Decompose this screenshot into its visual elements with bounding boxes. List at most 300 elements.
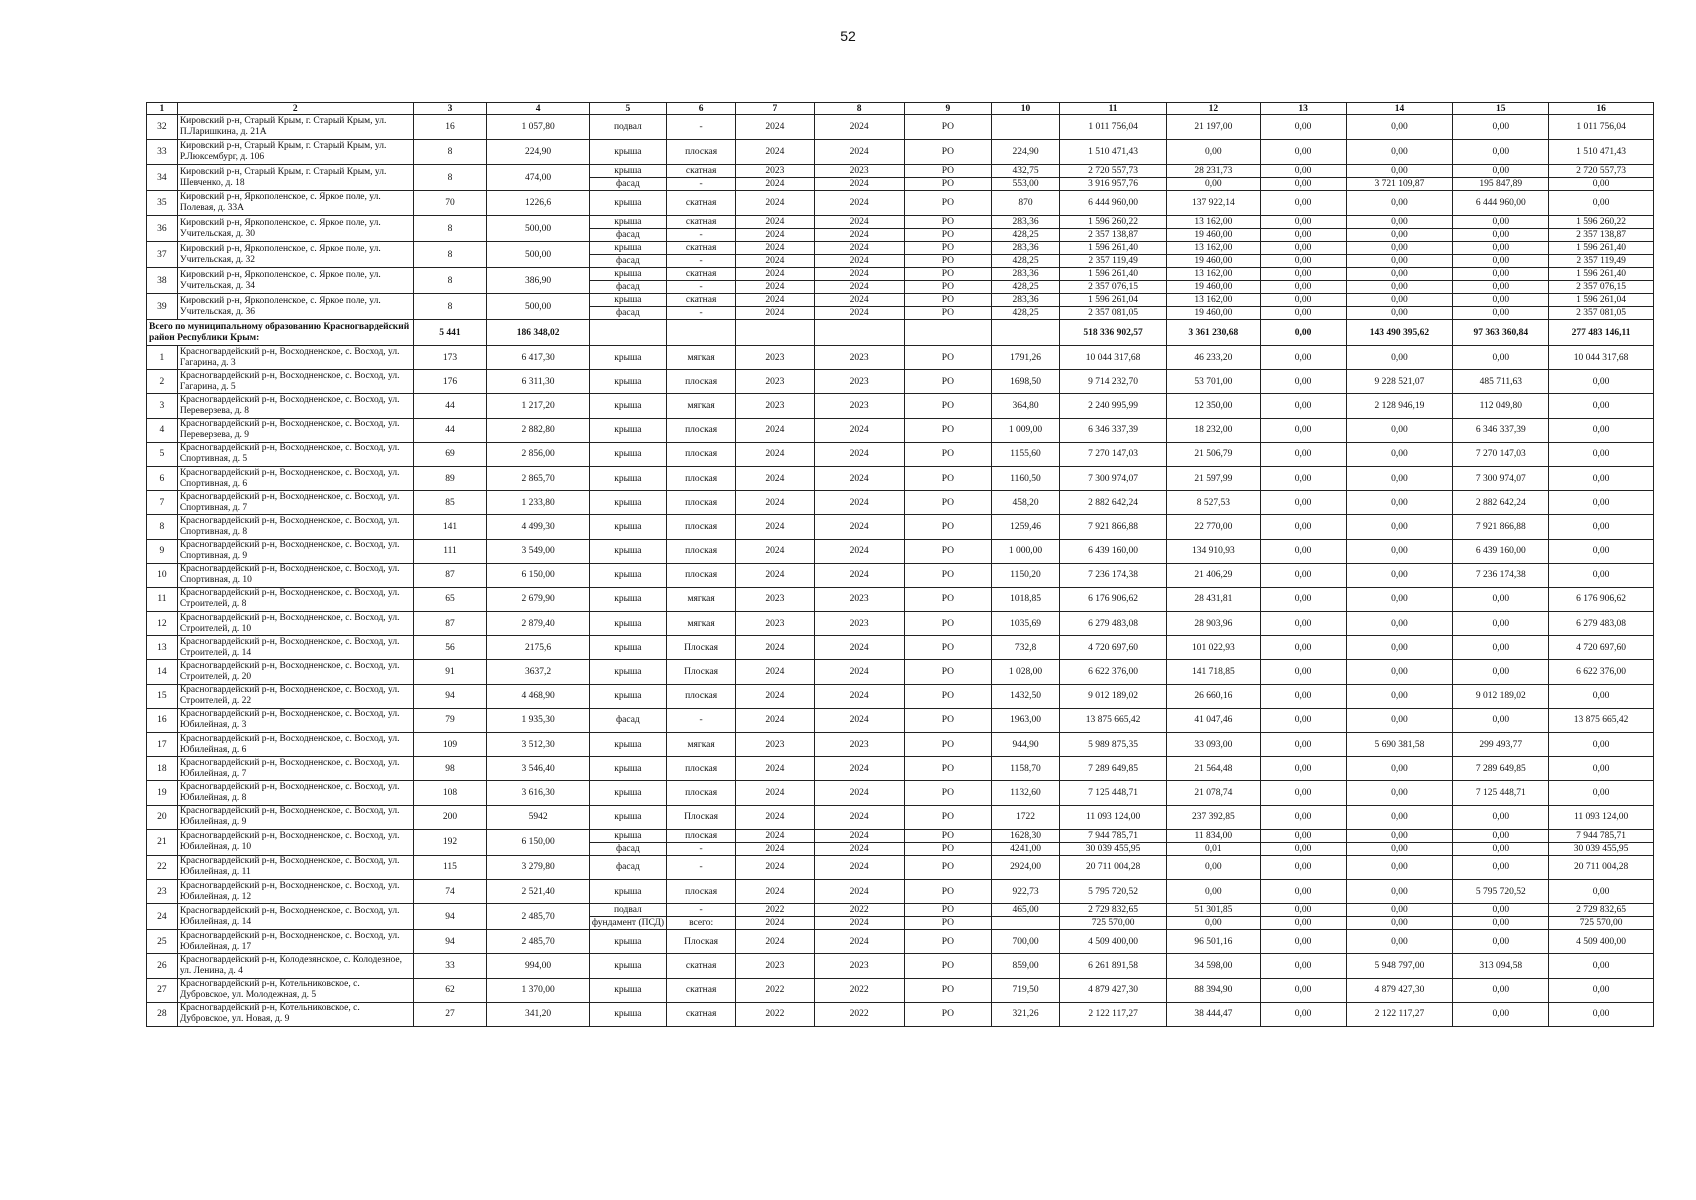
value-cell: 7 300 974,07 <box>1060 466 1167 490</box>
apartments-cell: 192 <box>413 829 487 855</box>
value-cell: плоская <box>666 466 735 490</box>
apartments-cell: 56 <box>413 636 487 660</box>
value-cell: 0,00 <box>1260 515 1346 539</box>
value-cell: 0,00 <box>1453 612 1549 636</box>
column-number: 4 <box>487 103 589 115</box>
value-cell: РО <box>904 636 991 660</box>
value-cell: 237 392,85 <box>1167 805 1261 829</box>
table-row <box>147 684 1654 708</box>
value-cell: 0,00 <box>1260 879 1346 903</box>
table-row <box>147 418 1654 442</box>
area-cell: 1 935,30 <box>487 708 589 732</box>
value-cell: 7 300 974,07 <box>1453 466 1549 490</box>
value-cell: 0,00 <box>1260 855 1346 879</box>
value-cell: 1150,20 <box>991 563 1059 587</box>
value-cell: 0,00 <box>1346 879 1453 903</box>
value-cell: 0,00 <box>1260 829 1346 842</box>
value-cell: 2 357 138,87 <box>1060 229 1167 242</box>
value-cell: 2024 <box>736 178 814 191</box>
total-c15: 97 363 360,84 <box>1453 320 1549 346</box>
row-number: 7 <box>147 491 178 515</box>
address-cell: Красногвардейский р-н, Восходненское, с. Восход, ул. Юбилейная, д. 3 <box>177 708 413 732</box>
row-number: 20 <box>147 805 178 829</box>
value-cell: крыша <box>589 418 666 442</box>
value-cell: РО <box>904 684 991 708</box>
row-number: 9 <box>147 539 178 563</box>
value-cell: 2024 <box>814 660 904 684</box>
value-cell: 0,00 <box>1260 491 1346 515</box>
table-row <box>147 829 1654 842</box>
value-cell: 1 596 260,22 <box>1060 216 1167 229</box>
total-c13: 0,00 <box>1260 320 1346 346</box>
value-cell: 0,00 <box>1346 515 1453 539</box>
value-cell: крыша <box>589 370 666 394</box>
value-cell: 2024 <box>736 805 814 829</box>
value-cell: 732,8 <box>991 636 1059 660</box>
column-number: 9 <box>904 103 991 115</box>
value-cell: 21 197,00 <box>1167 115 1261 140</box>
value-cell: крыша <box>589 491 666 515</box>
value-cell: 0,00 <box>1453 346 1549 370</box>
value-cell: 0,00 <box>1549 954 1654 978</box>
value-cell: 2024 <box>814 636 904 660</box>
value-cell: 2924,00 <box>991 855 1059 879</box>
value-cell: 7 270 147,03 <box>1060 442 1167 466</box>
value-cell: 0,00 <box>1549 563 1654 587</box>
area-cell: 2 485,70 <box>487 904 589 930</box>
value-cell: 0,00 <box>1260 805 1346 829</box>
value-cell: 0,00 <box>1549 515 1654 539</box>
value-cell: 0,00 <box>1346 346 1453 370</box>
value-cell: РО <box>904 115 991 140</box>
value-cell: плоская <box>666 418 735 442</box>
column-number: 10 <box>991 103 1059 115</box>
value-cell: 0,00 <box>1549 684 1654 708</box>
value-cell: 0,00 <box>1453 140 1549 165</box>
value-cell: 0,00 <box>1453 708 1549 732</box>
column-number: 8 <box>814 103 904 115</box>
value-cell: 6 176 906,62 <box>1549 587 1654 611</box>
value-cell: 10 044 317,68 <box>1549 346 1654 370</box>
value-cell: 7 270 147,03 <box>1453 442 1549 466</box>
value-cell: 2022 <box>736 1002 814 1026</box>
apartments-cell: 8 <box>413 242 487 268</box>
value-cell: Плоская <box>666 805 735 829</box>
value-cell: 428,25 <box>991 281 1059 294</box>
value-cell: крыша <box>589 539 666 563</box>
area-cell: 3 546,40 <box>487 757 589 781</box>
value-cell: 2 720 557,73 <box>1549 165 1654 178</box>
value-cell: 1 000,00 <box>991 539 1059 563</box>
value-cell: крыша <box>589 268 666 281</box>
value-cell: 2024 <box>736 636 814 660</box>
value-cell: 0,00 <box>1260 140 1346 165</box>
table-row <box>147 539 1654 563</box>
value-cell: 2024 <box>814 294 904 307</box>
value-cell: 0,00 <box>1260 563 1346 587</box>
value-cell: - <box>666 115 735 140</box>
address-cell: Кировский р-н, Старый Крым, г. Старый Крым, ул. П.Ларишкина, д. 21А <box>177 115 413 140</box>
value-cell: РО <box>904 930 991 954</box>
value-cell: 0,00 <box>1549 178 1654 191</box>
value-cell: 6 439 160,00 <box>1453 539 1549 563</box>
value-cell: РО <box>904 165 991 178</box>
value-cell: 0,00 <box>1346 165 1453 178</box>
value-cell: 2023 <box>814 394 904 418</box>
value-cell: 1 510 471,43 <box>1060 140 1167 165</box>
total-row <box>147 320 1654 346</box>
value-cell: 2024 <box>814 563 904 587</box>
value-cell: скатная <box>666 242 735 255</box>
address-cell: Красногвардейский р-н, Восходненское, с. Восход, ул. Юбилейная, д. 10 <box>177 829 413 855</box>
value-cell: 2023 <box>736 370 814 394</box>
value-cell: фасад <box>589 229 666 242</box>
total-empty <box>904 320 991 346</box>
value-cell: РО <box>904 904 991 917</box>
table-row <box>147 466 1654 490</box>
value-cell: 20 711 004,28 <box>1549 855 1654 879</box>
table-row <box>147 954 1654 978</box>
row-number: 13 <box>147 636 178 660</box>
value-cell: 1018,85 <box>991 587 1059 611</box>
table-row <box>147 757 1654 781</box>
value-cell: 0,00 <box>1346 829 1453 842</box>
value-cell: 2024 <box>736 842 814 855</box>
value-cell: 21 406,29 <box>1167 563 1261 587</box>
column-number: 1 <box>147 103 178 115</box>
row-number: 8 <box>147 515 178 539</box>
value-cell: 0,00 <box>1346 805 1453 829</box>
value-cell: 2024 <box>814 539 904 563</box>
value-cell: 2024 <box>814 930 904 954</box>
address-cell: Красногвардейский р-н, Колодезянское, с. Колодезное, ул. Ленина, д. 4 <box>177 954 413 978</box>
value-cell: 0,00 <box>1260 255 1346 268</box>
value-cell: крыша <box>589 930 666 954</box>
value-cell: 428,25 <box>991 307 1059 320</box>
value-cell: 2024 <box>736 140 814 165</box>
value-cell: 6 346 337,39 <box>1060 418 1167 442</box>
value-cell: 299 493,77 <box>1453 733 1549 757</box>
value-cell: 0,00 <box>1346 229 1453 242</box>
value-cell: 19 460,00 <box>1167 255 1261 268</box>
total-c11: 518 336 902,57 <box>1060 320 1167 346</box>
value-cell: всего: <box>666 917 735 930</box>
value-cell: 2024 <box>814 268 904 281</box>
value-cell: 2023 <box>736 394 814 418</box>
address-cell: Красногвардейский р-н, Восходненское, с. Восход, ул. Юбилейная, д. 12 <box>177 879 413 903</box>
value-cell: 2024 <box>736 255 814 268</box>
value-cell: 1 596 261,04 <box>1549 294 1654 307</box>
value-cell: 1 028,00 <box>991 660 1059 684</box>
value-cell: 2024 <box>736 708 814 732</box>
value-cell: 321,26 <box>991 1002 1059 1026</box>
value-cell: 2024 <box>814 307 904 320</box>
value-cell: 5 989 875,35 <box>1060 733 1167 757</box>
value-cell: крыша <box>589 636 666 660</box>
value-cell: - <box>666 229 735 242</box>
value-cell: 7 944 785,71 <box>1549 829 1654 842</box>
value-cell: 30 039 455,95 <box>1549 842 1654 855</box>
table-row <box>147 115 1654 140</box>
value-cell: 28 431,81 <box>1167 587 1261 611</box>
value-cell: 2024 <box>814 466 904 490</box>
table-row <box>147 587 1654 611</box>
value-cell: 7 289 649,85 <box>1453 757 1549 781</box>
address-cell: Красногвардейский р-н, Восходненское, с. Восход, ул. Строителей, д. 14 <box>177 636 413 660</box>
value-cell: 2024 <box>814 442 904 466</box>
value-cell: - <box>666 708 735 732</box>
value-cell: 0,00 <box>1260 216 1346 229</box>
value-cell: 0,00 <box>1549 442 1654 466</box>
value-cell: 1963,00 <box>991 708 1059 732</box>
value-cell: 0,00 <box>1260 268 1346 281</box>
value-cell: 2024 <box>736 442 814 466</box>
value-cell: скатная <box>666 294 735 307</box>
value-cell: фасад <box>589 307 666 320</box>
address-cell: Красногвардейский р-н, Восходненское, с. Восход, ул. Спортивная, д. 9 <box>177 539 413 563</box>
address-cell: Красногвардейский р-н, Восходненское, с. Восход, ул. Спортивная, д. 6 <box>177 466 413 490</box>
value-cell: 0,00 <box>1260 904 1346 917</box>
apartments-cell: 8 <box>413 140 487 165</box>
row-number: 17 <box>147 733 178 757</box>
value-cell: 0,00 <box>1453 829 1549 842</box>
value-cell: - <box>666 904 735 917</box>
value-cell: 0,00 <box>1346 491 1453 515</box>
value-cell: 2022 <box>814 904 904 917</box>
value-cell: 2023 <box>736 733 814 757</box>
area-cell: 994,00 <box>487 954 589 978</box>
value-cell: 0,00 <box>1453 307 1549 320</box>
value-cell: 19 460,00 <box>1167 281 1261 294</box>
value-cell: РО <box>904 242 991 255</box>
row-number: 16 <box>147 708 178 732</box>
value-cell: 9 012 189,02 <box>1060 684 1167 708</box>
apartments-cell: 62 <box>413 978 487 1002</box>
value-cell: 4241,00 <box>991 842 1059 855</box>
row-number: 34 <box>147 165 178 191</box>
address-cell: Красногвардейский р-н, Восходненское, с. Восход, ул. Переверзева, д. 8 <box>177 394 413 418</box>
area-cell: 500,00 <box>487 242 589 268</box>
total-empty <box>814 320 904 346</box>
value-cell: 0,00 <box>1453 636 1549 660</box>
value-cell: 2024 <box>814 781 904 805</box>
value-cell: плоская <box>666 539 735 563</box>
row-number: 33 <box>147 140 178 165</box>
address-cell: Кировский р-н, Старый Крым, г. Старый Крым, ул. Р.Люксембург, д. 106 <box>177 140 413 165</box>
value-cell: 0,00 <box>1453 268 1549 281</box>
value-cell: 4 720 697,60 <box>1549 636 1654 660</box>
value-cell: 137 922,14 <box>1167 191 1261 216</box>
value-cell: 2024 <box>814 491 904 515</box>
value-cell: 2024 <box>736 268 814 281</box>
value-cell: 2024 <box>814 515 904 539</box>
column-number: 13 <box>1260 103 1346 115</box>
column-number: 3 <box>413 103 487 115</box>
value-cell: 2023 <box>736 954 814 978</box>
table-row <box>147 242 1654 255</box>
value-cell: 6 261 891,58 <box>1060 954 1167 978</box>
value-cell: РО <box>904 515 991 539</box>
value-cell: 0,00 <box>1453 917 1549 930</box>
area-cell: 474,00 <box>487 165 589 191</box>
value-cell: 432,75 <box>991 165 1059 178</box>
address-cell: Красногвардейский р-н, Восходненское, с. Восход, ул. Гагарина, д. 5 <box>177 370 413 394</box>
table-row <box>147 216 1654 229</box>
apartments-cell: 44 <box>413 418 487 442</box>
apartments-cell: 94 <box>413 904 487 930</box>
value-cell: фасад <box>589 842 666 855</box>
address-cell: Красногвардейский р-н, Восходненское, с. Восход, ул. Строителей, д. 22 <box>177 684 413 708</box>
table-row <box>147 805 1654 829</box>
value-cell: фасад <box>589 708 666 732</box>
address-cell: Красногвардейский р-н, Восходненское, с. Восход, ул. Юбилейная, д. 9 <box>177 805 413 829</box>
apartments-cell: 65 <box>413 587 487 611</box>
value-cell: крыша <box>589 442 666 466</box>
value-cell: 2024 <box>814 855 904 879</box>
value-cell: 0,00 <box>1453 855 1549 879</box>
value-cell: 26 660,16 <box>1167 684 1261 708</box>
value-cell: 2024 <box>736 307 814 320</box>
address-cell: Красногвардейский р-н, Восходненское, с. Восход, ул. Юбилейная, д. 8 <box>177 781 413 805</box>
value-cell: 0,00 <box>1346 930 1453 954</box>
value-cell: 13 875 665,42 <box>1060 708 1167 732</box>
value-cell: 38 444,47 <box>1167 1002 1261 1026</box>
value-cell: 1 596 261,04 <box>1060 294 1167 307</box>
value-cell: 0,00 <box>1346 294 1453 307</box>
row-number: 32 <box>147 115 178 140</box>
value-cell: 725 570,00 <box>1549 917 1654 930</box>
value-cell: РО <box>904 394 991 418</box>
value-cell: РО <box>904 418 991 442</box>
total-label: Всего по муниципальному образованию Красногвардейский район Республики Крым: <box>147 320 414 346</box>
value-cell: 5 948 797,00 <box>1346 954 1453 978</box>
apartments-cell: 16 <box>413 115 487 140</box>
value-cell: 6 279 483,08 <box>1549 612 1654 636</box>
value-cell: 21 506,79 <box>1167 442 1261 466</box>
value-cell: 0,00 <box>1260 370 1346 394</box>
area-cell: 6 150,00 <box>487 563 589 587</box>
value-cell: 2024 <box>814 708 904 732</box>
value-cell: крыша <box>589 394 666 418</box>
value-cell: 485 711,63 <box>1453 370 1549 394</box>
area-cell: 1 370,00 <box>487 978 589 1002</box>
value-cell: фасад <box>589 281 666 294</box>
value-cell: 283,36 <box>991 268 1059 281</box>
area-cell: 341,20 <box>487 1002 589 1026</box>
value-cell: 7 944 785,71 <box>1060 829 1167 842</box>
value-cell: 0,00 <box>1346 612 1453 636</box>
value-cell: РО <box>904 294 991 307</box>
value-cell: 7 125 448,71 <box>1453 781 1549 805</box>
area-cell: 386,90 <box>487 268 589 294</box>
value-cell: 0,00 <box>1260 954 1346 978</box>
value-cell: 0,00 <box>1167 879 1261 903</box>
apartments-cell: 94 <box>413 930 487 954</box>
value-cell: 13 162,00 <box>1167 216 1261 229</box>
row-number: 39 <box>147 294 178 320</box>
value-cell: 0,00 <box>1260 442 1346 466</box>
address-cell: Красногвардейский р-н, Восходненское, с. Восход, ул. Спортивная, д. 8 <box>177 515 413 539</box>
area-cell: 4 468,90 <box>487 684 589 708</box>
apartments-cell: 111 <box>413 539 487 563</box>
row-number: 3 <box>147 394 178 418</box>
value-cell: 2 357 076,15 <box>1549 281 1654 294</box>
value-cell: 0,00 <box>1453 842 1549 855</box>
value-cell: 51 301,85 <box>1167 904 1261 917</box>
value-cell: 2 729 832,65 <box>1060 904 1167 917</box>
apartments-cell: 89 <box>413 466 487 490</box>
value-cell: 21 564,48 <box>1167 757 1261 781</box>
apartments-cell: 109 <box>413 733 487 757</box>
value-cell: 195 847,89 <box>1453 178 1549 191</box>
row-number: 11 <box>147 587 178 611</box>
apartments-cell: 115 <box>413 855 487 879</box>
value-cell: 2 882 642,24 <box>1453 491 1549 515</box>
row-number: 28 <box>147 1002 178 1026</box>
value-cell: 88 394,90 <box>1167 978 1261 1002</box>
value-cell: 0,00 <box>1346 636 1453 660</box>
value-cell: 2 240 995,99 <box>1060 394 1167 418</box>
value-cell: 2024 <box>814 255 904 268</box>
value-cell: 0,00 <box>1453 281 1549 294</box>
value-cell: 1 596 260,22 <box>1549 216 1654 229</box>
value-cell: 6 444 960,00 <box>1453 191 1549 216</box>
area-cell: 2 485,70 <box>487 930 589 954</box>
value-cell: 6 622 376,00 <box>1060 660 1167 684</box>
value-cell: 0,00 <box>1260 636 1346 660</box>
value-cell: РО <box>904 466 991 490</box>
apartments-cell: 74 <box>413 879 487 903</box>
row-number: 15 <box>147 684 178 708</box>
value-cell: 6 444 960,00 <box>1060 191 1167 216</box>
address-cell: Кировский р-н, Старый Крым, г. Старый Крым, ул. Шевченко, д. 18 <box>177 165 413 191</box>
value-cell: 2024 <box>814 281 904 294</box>
value-cell: 1158,70 <box>991 757 1059 781</box>
value-cell: 2 720 557,73 <box>1060 165 1167 178</box>
value-cell: 10 044 317,68 <box>1060 346 1167 370</box>
value-cell: крыша <box>589 242 666 255</box>
value-cell: 313 094,58 <box>1453 954 1549 978</box>
value-cell: РО <box>904 216 991 229</box>
value-cell: 2023 <box>736 346 814 370</box>
value-cell: 2 729 832,65 <box>1549 904 1654 917</box>
value-cell: скатная <box>666 216 735 229</box>
apartments-cell: 94 <box>413 684 487 708</box>
value-cell: 1 011 756,04 <box>1060 115 1167 140</box>
total-c14: 143 490 395,62 <box>1346 320 1453 346</box>
value-cell: 1 596 261,40 <box>1060 268 1167 281</box>
value-cell: 34 598,00 <box>1167 954 1261 978</box>
table-row <box>147 140 1654 165</box>
value-cell: РО <box>904 879 991 903</box>
row-number: 23 <box>147 879 178 903</box>
value-cell: 0,00 <box>1260 394 1346 418</box>
value-cell: 0,00 <box>1346 842 1453 855</box>
value-cell: 0,00 <box>1346 781 1453 805</box>
value-cell: 0,00 <box>1346 708 1453 732</box>
value-cell: 2024 <box>736 242 814 255</box>
value-cell: 0,00 <box>1260 978 1346 1002</box>
value-cell: 0,00 <box>1346 563 1453 587</box>
table-row <box>147 660 1654 684</box>
value-cell: крыша <box>589 466 666 490</box>
area-cell: 2 679,90 <box>487 587 589 611</box>
value-cell: 0,00 <box>1453 660 1549 684</box>
value-cell: 0,00 <box>1260 294 1346 307</box>
area-cell: 2 879,40 <box>487 612 589 636</box>
value-cell: Плоская <box>666 930 735 954</box>
value-cell: РО <box>904 733 991 757</box>
